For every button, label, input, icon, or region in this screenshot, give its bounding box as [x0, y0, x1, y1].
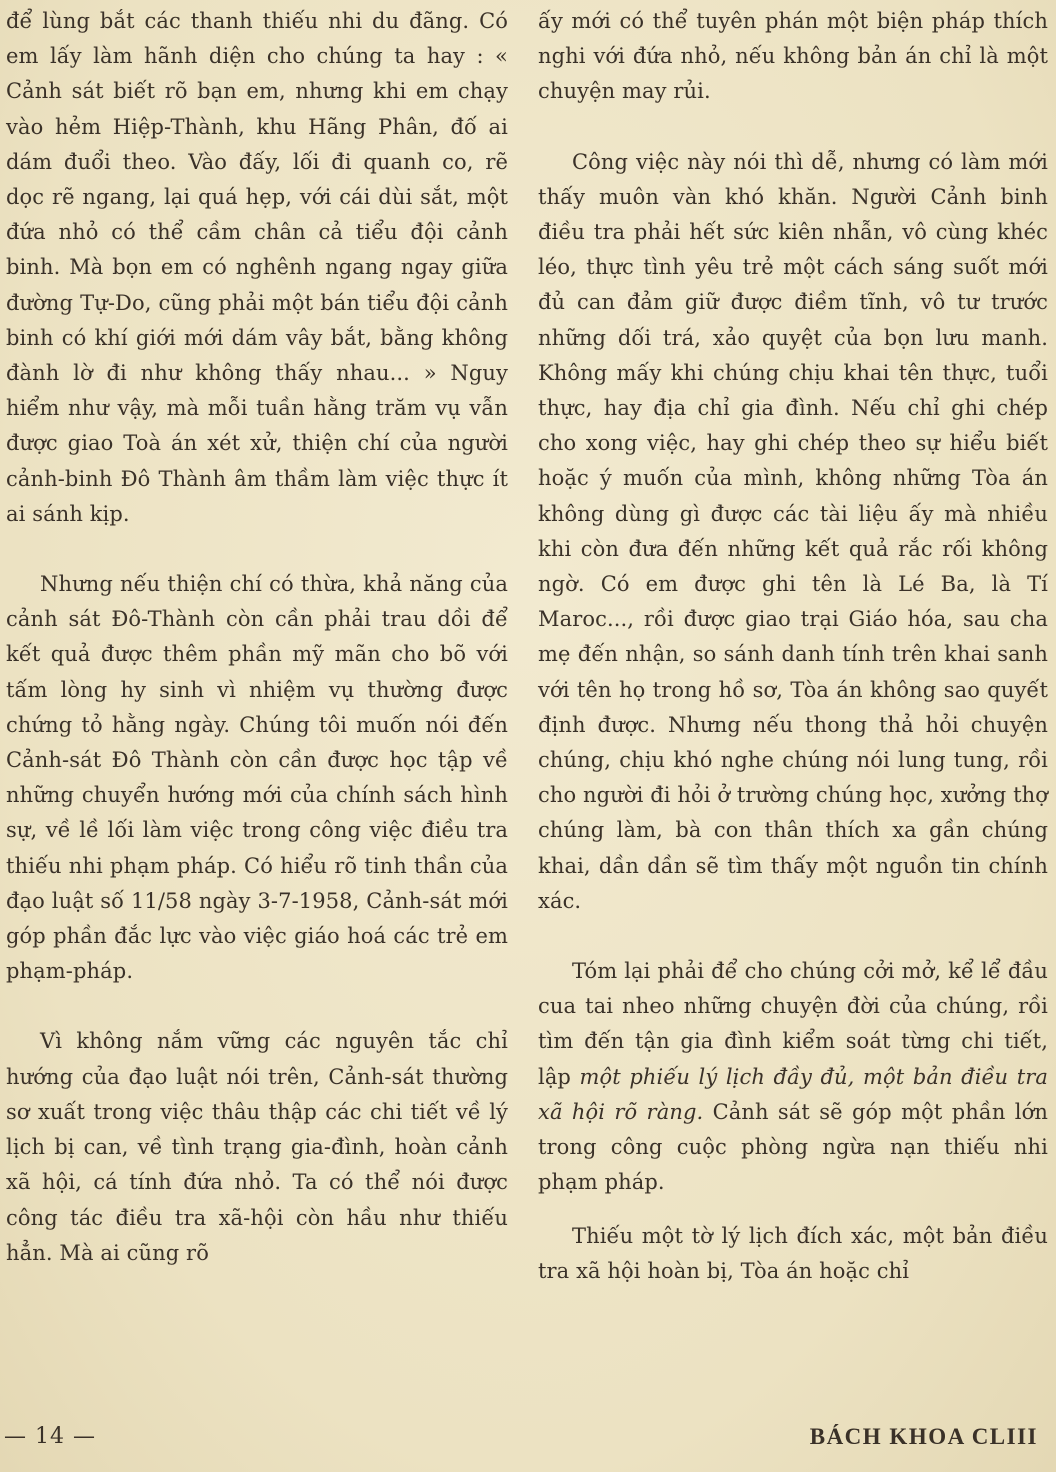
paragraph-gap [538, 919, 1048, 954]
paragraph-gap [538, 110, 1048, 145]
paragraph-gap [6, 989, 508, 1024]
right-paragraph-3 [538, 954, 1048, 1200]
right-paragraph-2: Công việc này nói thì dễ, nhưng có làm mới thấy muôn vàn khó khăn. Người Cảnh binh điều tra phải hết sức kiên nhẫn, vô cùng khéc léo, thực tình yêu trẻ một cách sáng suốt mới đủ can đảm giữ được điềm tĩnh, vô tư trước những dối trá, xảo quyệt của bọn lưu manh. Không mấy khi chúng chịu khai tên thực, tuổi thực, hay địa chỉ gia đình. Nếu chỉ ghi chép cho xong việc, hay ghi chép theo sự hiểu biết hoặc ý muốn của mình, không những Tòa án không dùng gì được các tài liệu ấy mà nhiều khi còn đưa đến những kết quả rắc rối không ngờ. Có em được ghi tên là Lé Ba, là Tí Maroc..., rồi được giao trại Giáo hóa, sau cha mẹ đến nhận, so sánh danh tính trên khai sanh với tên họ trong hồ sơ, Tòa án không sao quyết định được. Nhưng nếu thong thả hỏi chuyện chúng, chịu khó nghe chúng nói lung tung, rồi cho người đi hỏi ở trường chúng học, xưởng thợ chúng làm, bà con thân thích xa gần chúng khai, dần dần sẽ tìm thấy một nguồn tin chính xác. [538, 149, 1048, 913]
paragraph-text: Tóm lại phải để cho chúng cởi mở, kể lể đầu cua tai nheo những chuyện đời của chúng, rồi tìm đến tận gia đình kiểm soát từng chi tiết, lập [538, 959, 1048, 1089]
italic-emphasis: một phiếu lý lịch đầy đủ, một bản điều tra xã hội rõ ràng. [538, 1064, 1048, 1124]
paragraph-text: Cảnh sát sẽ góp một phần lớn trong công cuộc phòng ngừa nạn thiếu nhi phạm pháp. [538, 1099, 1048, 1195]
paragraph-gap [538, 1201, 1048, 1219]
paragraph-gap [6, 532, 508, 567]
left-paragraph-3: Vì không nắm vững các nguyên tắc chỉ hướng của đạo luật nói trên, Cảnh-sát thường sơ xuất trong việc thâu thập các chi tiết về lý lịch bị can, về tình trạng gia-đình, hoàn cảnh xã hội, cá tính đứa nhỏ. Ta có thể nói được công tác điều tra xã-hội còn hầu như thiếu hẳn. Mà ai cũng rõ [6, 1029, 508, 1265]
left-paragraph-2: Nhưng nếu thiện chí có thừa, khả năng của cảnh sát Đô-Thành còn cần phải trau dồi để kết quả được thêm phần mỹ mãn cho bõ với tấm lòng hy sinh vì nhiệm vụ thường được chứng tỏ hằng ngày. Chúng tôi muốn nói đến Cảnh-sát Đô Thành còn cần được học tập về những chuyển hướng mới của chính sách hình sự, về lề lối làm việc trong công việc điều tra thiếu nhi phạm pháp. Có hiểu rõ tinh thần của đạo luật số 11/58 ngày 3-7-1958, Cảnh-sát mới góp phần đắc lực vào việc giáo hoá các trẻ em phạm-pháp. [6, 572, 508, 984]
page-number: — 14 — [4, 1424, 96, 1449]
right-paragraph-1: ấy mới có thể tuyên phán một biện pháp thích nghi với đứa nhỏ, nếu không bản án chỉ là một chuyện may rủi. [538, 9, 1048, 104]
left-column [6, 4, 508, 1271]
right-column [538, 4, 1048, 1289]
magazine-issue-label: BÁCH KHOA CLIII [809, 1424, 1038, 1449]
left-paragraph-1: để lùng bắt các thanh thiếu nhi du đãng. Có em lấy làm hãnh diện cho chúng ta hay : « Cảnh sát biết rõ bạn em, nhưng khi em chạy vào hẻm Hiệp-Thành, khu Hãng Phân, đố ai dám đuổi theo. Vào đấy, lối đi quanh co, rẽ dọc rẽ ngang, lại quá hẹp, với cái dùi sắt, một đứa nhỏ có thể cầm chân cả tiểu đội cảnh binh. Mà bọn em có nghênh ngang ngay giữa đường Tự-Do, cũng phải một bán tiểu đội cảnh binh có khí giới mới dám vây bắt, bằng không đành lờ đi như không thấy nhau... » Nguy hiểm như vậy, mà mỗi tuần hằng trăm vụ vẫn được giao Toà án xét xử, thiện chí của người cảnh-binh Đô Thành âm thầm làm việc thực ít ai sánh kịp. [6, 9, 508, 526]
right-paragraph-4: Thiếu một tờ lý lịch đích xác, một bản điều tra xã hội hoàn bị, Tòa án hoặc chỉ [538, 1223, 1048, 1283]
